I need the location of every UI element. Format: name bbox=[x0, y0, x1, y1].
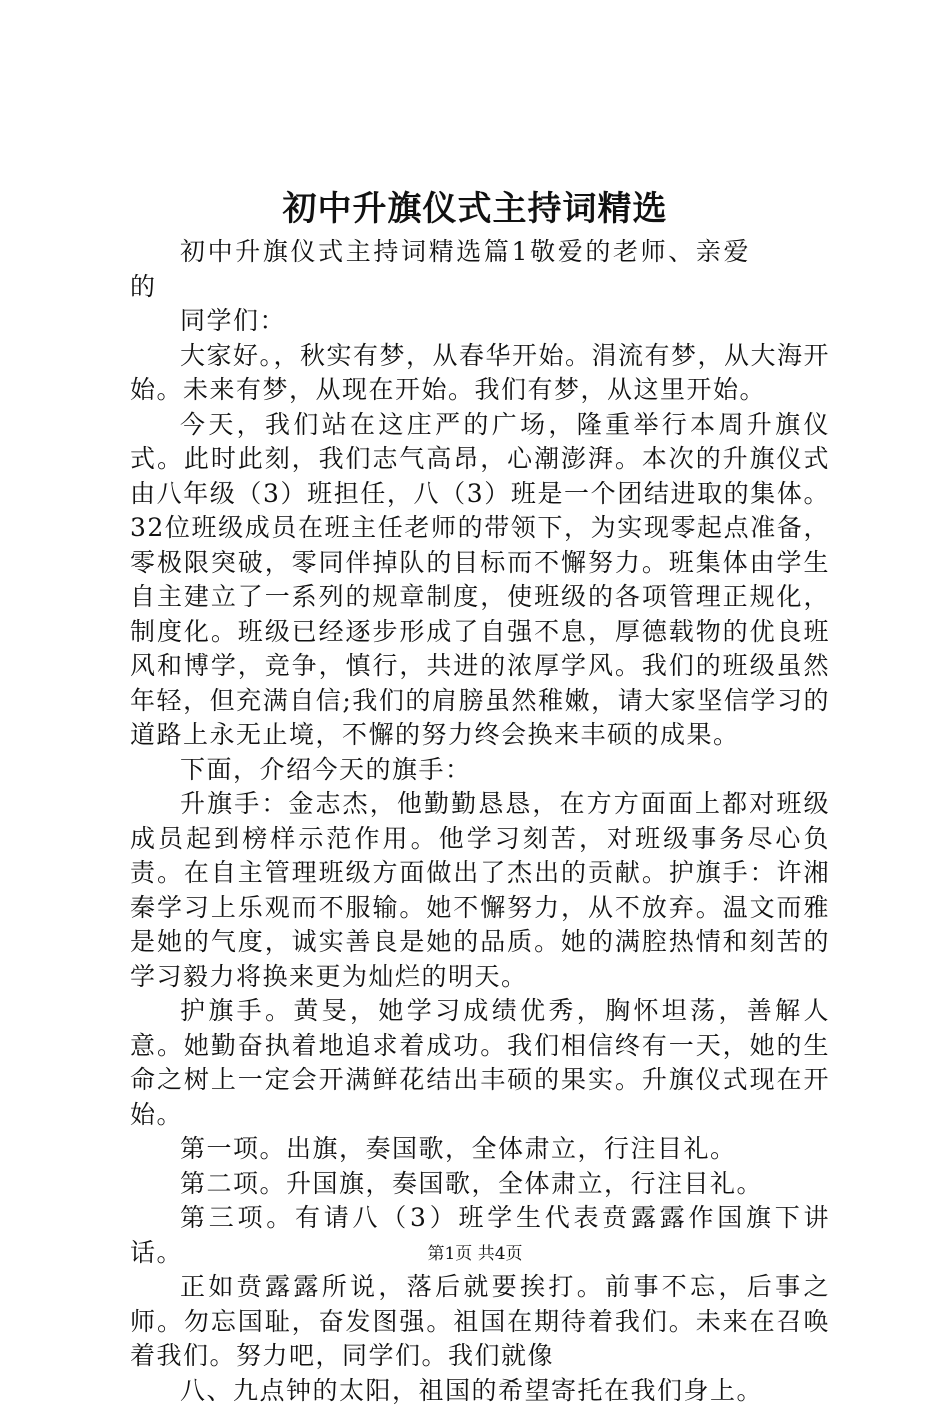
paragraph-flag-bearers-intro: 下面，介绍今天的旗手： bbox=[130, 753, 830, 788]
paragraph-item-one: 第一项。出旗，奏国歌，全体肃立，行注目礼。 bbox=[130, 1132, 830, 1167]
paragraph-greeting: 同学们： bbox=[130, 304, 830, 339]
paragraph-item-two: 第二项。升国旗，奏国歌，全体肃立，行注目礼。 bbox=[130, 1167, 830, 1202]
document-body bbox=[130, 235, 830, 1408]
paragraph-item-three: 第三项。有请八（3）班学生代表贲露露作国旗下讲话。 bbox=[130, 1201, 830, 1270]
page-number: 第1页 共4页 bbox=[0, 1242, 950, 1266]
paragraph-speech-summary: 正如贲露露所说，落后就要挨打。前事不忘，后事之师。勿忘国耻，奋发图强。祖国在期待着我们。未来在召唤着我们。努力吧，同学们。我们就像 bbox=[130, 1270, 830, 1374]
paragraph-flag-raiser: 升旗手：金志杰，他勤勤恳恳，在方方面面上都对班级成员起到榜样示范作用。他学习刻苦，对班级事务尽心负责。在自主管理班级方面做出了杰出的贡献。护旗手：许湘秦学习上乐观而不服输。她不懈努力，从不放弃。温文而雅是她的气度，诚实善良是她的品质。她的满腔热情和刻苦的学习毅力将换来更为灿烂的明天。 bbox=[130, 787, 830, 994]
paragraph-intro: 初中升旗仪式主持词精选篇1敬爱的老师、亲爱的 bbox=[130, 235, 750, 304]
paragraph-closing: 八、九点钟的太阳，祖国的希望寄托在我们身上。 bbox=[130, 1374, 830, 1408]
paragraph-dream: 大家好。，秋实有梦，从春华开始。涓流有梦，从大海开始。未来有梦，从现在开始。我们有梦，从这里开始。 bbox=[130, 339, 830, 408]
paragraph-flag-guard: 护旗手。黄旻，她学习成绩优秀，胸怀坦荡，善解人意。她勤奋执着地追求着成功。我们相信终有一天，她的生命之树上一定会开满鲜花结出丰硕的果实。升旗仪式现在开始。 bbox=[130, 994, 830, 1132]
paragraph-today: 今天，我们站在这庄严的广场，隆重举行本周升旗仪式。此时此刻，我们志气高昂，心潮澎湃。本次的升旗仪式由八年级（3）班担任，八（3）班是一个团结进取的集体。32位班级成员在班主任老师的带领下，为实现零起点准备，零极限突破，零同伴掉队的目标而不懈努力。班集体由学生自主建立了一系列的规章制度，使班级的各项管理正规化，制度化。班级已经逐步形成了自强不息，厚德载物的优良班风和博学，竞争，慎行，共进的浓厚学风。我们的班级虽然年轻，但充满自信;我们的肩膀虽然稚嫩，请大家坚信学习的道路上永无止境，不懈的努力终会换来丰硕的成果。 bbox=[130, 408, 830, 753]
document-title: 初中升旗仪式主持词精选 bbox=[0, 184, 950, 234]
